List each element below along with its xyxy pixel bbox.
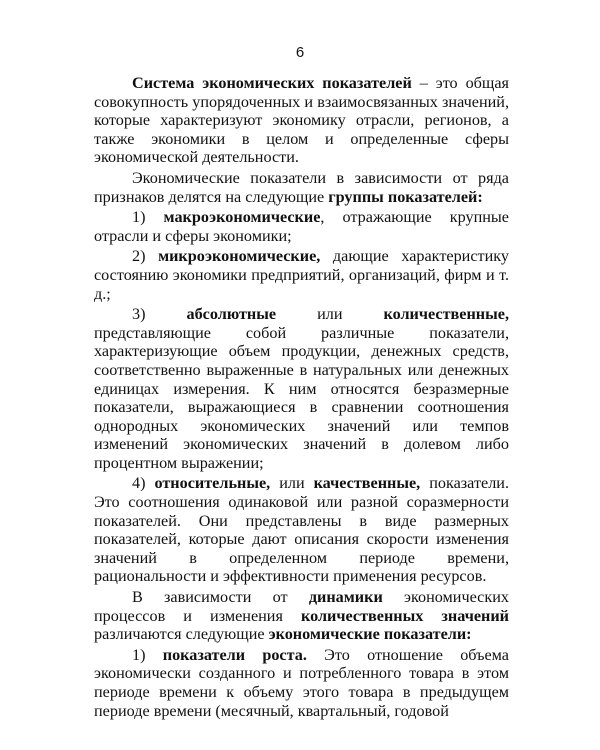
text-run: или (276, 305, 384, 324)
paragraph-definition (94, 74, 509, 167)
text-run: экономических процессов и изменения (94, 588, 509, 625)
term-bold: относительные, (154, 474, 271, 493)
term-bold: абсолютные (186, 305, 277, 324)
list-item-growth (94, 646, 509, 720)
term-bold: показатели роста. (162, 645, 307, 664)
text-run: – это общая совокупность упорядоченных и взаимосвязанных значений, которые характеризуют экономику отрасли, регионов, а также экономики в целом и определенные сферы экономической деятельности. (94, 74, 509, 167)
text-run: показатели. Это соотношения одинаковой или разной соразмерности показателей. Они представлены в виде размерных показателей, которые дают описания скорости изменения значений в определенном периоде времени, рациональности и эффективности применения ресурсов. (94, 474, 509, 586)
text-run: 3) (132, 305, 187, 324)
text-run: 1) (132, 645, 163, 664)
term-bold: макроэкономические (163, 208, 321, 227)
text-run: 1) (132, 208, 164, 227)
text-run: различаются следующие (94, 625, 269, 644)
page-number: 6 (295, 44, 305, 61)
text-run: Экономические показатели в зависимости от ряда признаков делятся на следующие (94, 168, 509, 206)
term-bold: микроэкономические, (158, 247, 321, 266)
text-run: 4) (132, 474, 155, 493)
text-run: представляющие собой различные показатели, характеризующие объем продукции, денежных средств, соответственно выраженные в натуральных или денежных единицах измерения. К ним относятся безразмерные показатели, выражающиеся в сравнении соотношения однородных экономических значений или темпов изменений экономических значений в долевом либо процентном выражении; (94, 323, 509, 472)
term-bold: качественные, (313, 474, 421, 493)
text-run: 2) (132, 247, 159, 266)
text-run: Это отношение объема экономически созданного и потребленного товара в этом периоде времени к объему этого товара в предыдущем периоде времени (месячный, квартальный, годовой (94, 645, 509, 720)
term-bold: количественные, (383, 305, 509, 324)
text-run: дающие характеристику состоянию экономики предприятий, организаций, фирм и т. д.; (94, 247, 509, 303)
term-bold: группы показателей: (328, 187, 483, 206)
text-run: или (270, 474, 314, 493)
paragraph-dynamics-intro (94, 588, 509, 644)
term-bold: количественных значений (300, 606, 509, 625)
term-bold: экономические показатели: (268, 625, 472, 644)
list-item-relative (94, 474, 509, 586)
term-bold: Система экономических показателей (132, 74, 412, 92)
list-item-macro (94, 208, 509, 245)
paragraph-groups-intro (94, 169, 509, 206)
list-item-absolute (94, 305, 509, 472)
term-bold: динамики (308, 588, 383, 607)
text-run: , отражающие крупные отрасли и сферы экономики; (94, 208, 509, 245)
text-run: В зависимости от (132, 588, 309, 607)
body-text (94, 74, 509, 720)
list-item-micro (94, 247, 509, 303)
